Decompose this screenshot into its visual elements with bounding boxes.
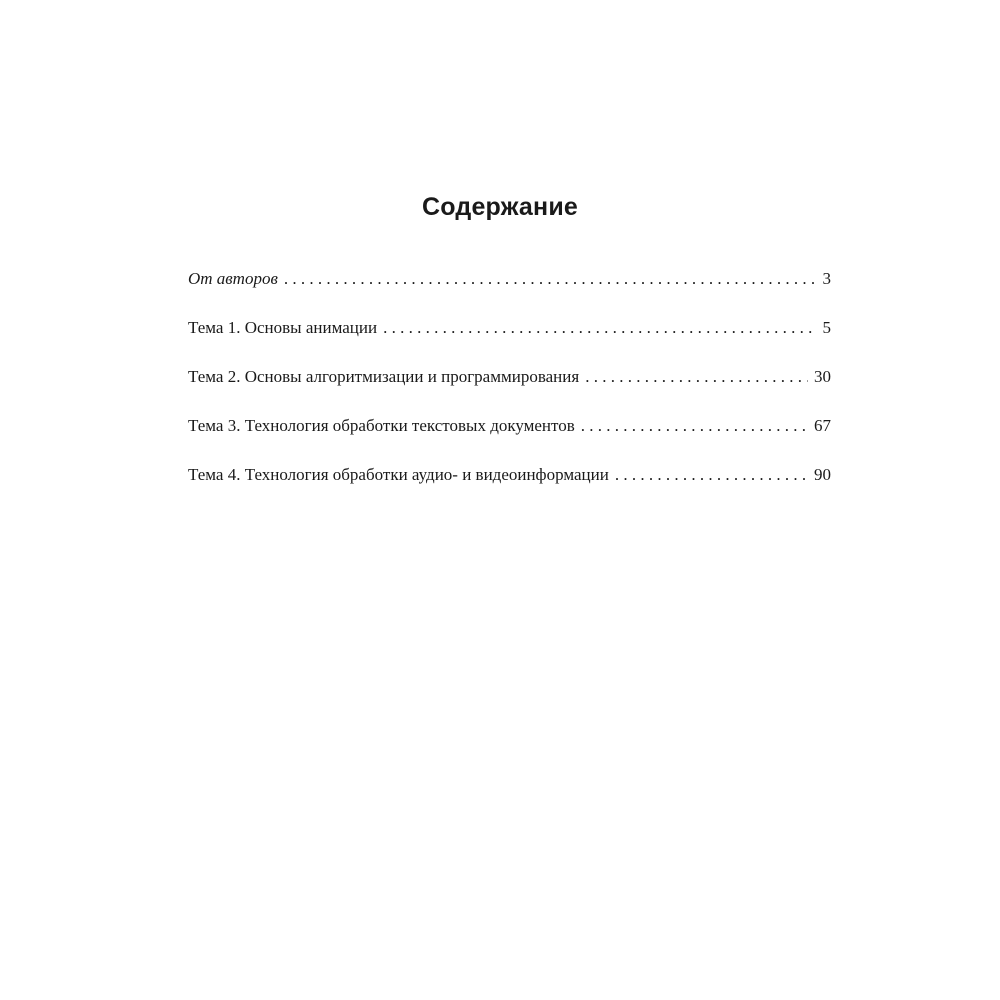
page-title: Содержание bbox=[421, 193, 579, 221]
toc-entry-topic-2[interactable] bbox=[188, 365, 831, 389]
dot-leader bbox=[284, 267, 817, 291]
toc-entry-page-number: 5 bbox=[822, 318, 831, 337]
table-of-contents bbox=[188, 267, 831, 512]
toc-entry-label: От авторов bbox=[188, 269, 278, 288]
toc-entry-from-authors[interactable] bbox=[188, 267, 831, 291]
toc-entry-topic-1[interactable] bbox=[188, 316, 831, 340]
toc-entry-page-number: 90 bbox=[814, 465, 831, 484]
dot-leader bbox=[585, 365, 808, 389]
toc-entry-label: Тема 2. Основы алгоритмизации и программирования bbox=[188, 367, 580, 386]
dot-leader bbox=[383, 316, 816, 340]
toc-entry-page-number: 30 bbox=[814, 367, 831, 386]
toc-entry-page-number: 67 bbox=[814, 416, 831, 435]
dot-leader bbox=[615, 463, 808, 487]
dot-leader bbox=[581, 414, 808, 438]
toc-entry-topic-4[interactable] bbox=[188, 463, 831, 487]
toc-entry-label: Тема 3. Технология обработки текстовых документов bbox=[188, 416, 575, 435]
toc-entry-label: Тема 4. Технология обработки аудио- и видеоинформации bbox=[188, 465, 609, 484]
toc-entry-topic-3[interactable] bbox=[188, 414, 831, 438]
toc-entry-label: Тема 1. Основы анимации bbox=[188, 318, 378, 337]
toc-entry-page-number: 3 bbox=[822, 269, 831, 288]
